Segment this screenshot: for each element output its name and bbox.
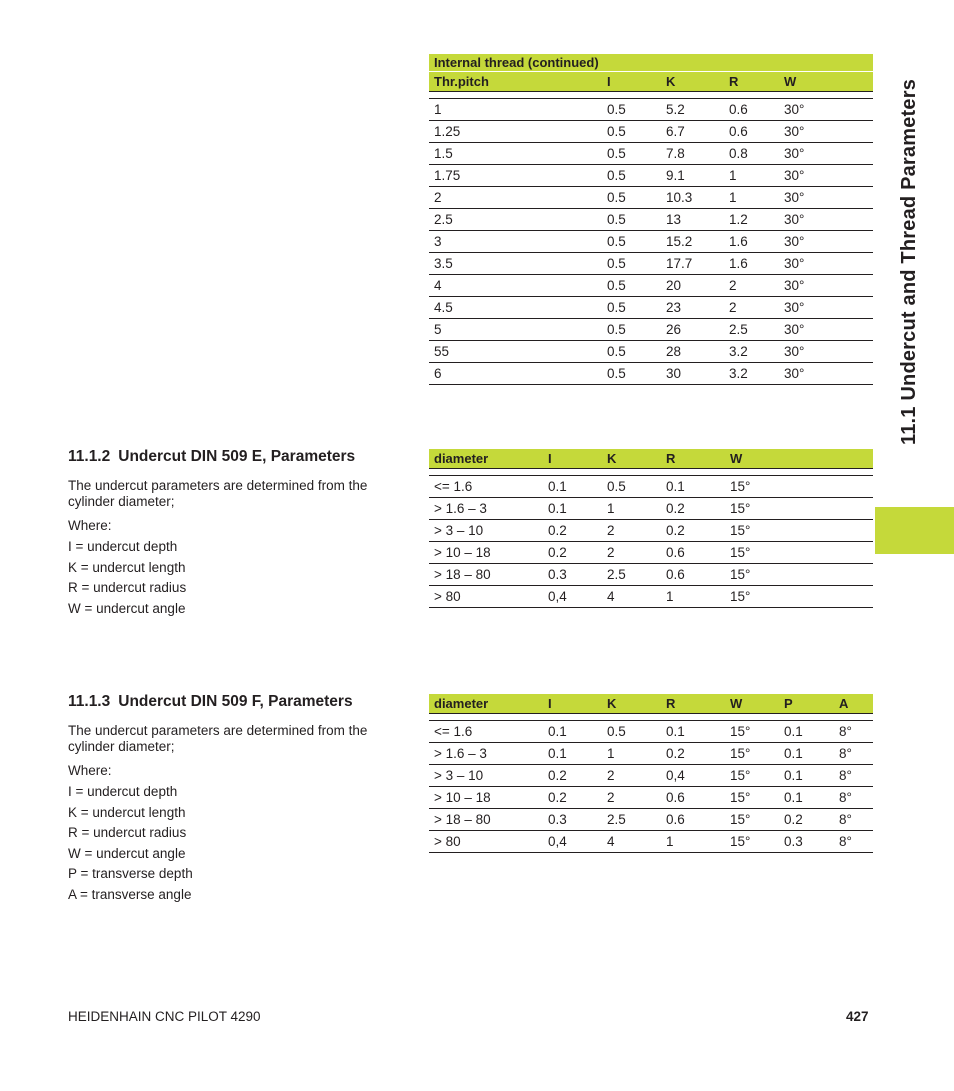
table-cell: 1 [661, 586, 725, 608]
table-cell: 15° [725, 787, 779, 809]
table-cell: 30° [779, 165, 873, 187]
table-cell: 0.5 [602, 319, 661, 341]
table-cell: 28 [661, 341, 724, 363]
table-cell: 8° [834, 831, 873, 853]
table-cell: 0.5 [602, 297, 661, 319]
table-cell: > 80 [429, 831, 543, 853]
definition-item: W = undercut angle [68, 600, 186, 616]
table-row [429, 564, 873, 586]
definition-item: R = undercut radius [68, 825, 187, 840]
column-header: K [661, 72, 724, 92]
parameter-definitions [68, 782, 193, 905]
table-cell: 1 [724, 187, 779, 209]
table-cell: 0.6 [724, 121, 779, 143]
column-header: diameter [429, 449, 543, 469]
table-cell: 15° [725, 831, 779, 853]
table-cell: 0.2 [661, 520, 725, 542]
table-cell: 15° [725, 564, 873, 586]
section-number: 11.1.3 [68, 693, 111, 710]
table-cell: > 1.6 – 3 [429, 743, 543, 765]
table-cell: <= 1.6 [429, 476, 543, 498]
table-cell: 1.25 [429, 121, 602, 143]
table-cell: 0.1 [543, 721, 602, 743]
column-header: K [602, 694, 661, 714]
table-cell: 1.75 [429, 165, 602, 187]
table-cell: 0.3 [543, 564, 602, 586]
column-header: W [725, 449, 873, 469]
table-row [429, 231, 873, 253]
din509f-table [429, 694, 873, 853]
section-intro: The undercut parameters are determined from the cylinder diameter; [68, 723, 368, 754]
table-cell: 2 [602, 520, 661, 542]
table-cell: 15° [725, 542, 873, 564]
table-cell: 0.6 [661, 809, 725, 831]
table-row [429, 787, 873, 809]
chapter-sidebar-title: 11.1 Undercut and Thread Parameters [898, 78, 920, 445]
table-cell: > 80 [429, 586, 543, 608]
table-cell: 0.5 [602, 187, 661, 209]
table-row [429, 341, 873, 363]
column-header: I [602, 72, 661, 92]
table-cell: 0.5 [602, 121, 661, 143]
definition-item: K = undercut length [68, 559, 186, 575]
table-cell: 2.5 [724, 319, 779, 341]
table-cell: 0.1 [543, 498, 602, 520]
table-cell: 2 [429, 187, 602, 209]
table-cell: 26 [661, 319, 724, 341]
table-cell: 2 [602, 787, 661, 809]
column-header: K [602, 449, 661, 469]
table-cell: > 18 – 80 [429, 809, 543, 831]
table-row [429, 476, 873, 498]
table-cell: 30° [779, 253, 873, 275]
table-row [429, 253, 873, 275]
table-cell: 30° [779, 231, 873, 253]
table-cell: 3.2 [724, 363, 779, 385]
column-header: I [543, 449, 602, 469]
table-cell: 0.5 [602, 721, 661, 743]
table-cell: 15° [725, 520, 873, 542]
table-row [429, 187, 873, 209]
table-cell: 4 [602, 831, 661, 853]
table-cell: 1 [724, 165, 779, 187]
table-cell: 13 [661, 209, 724, 231]
section-title: Undercut DIN 509 E, Parameters [118, 448, 356, 465]
table-cell: 8° [834, 787, 873, 809]
table-cell: 15° [725, 476, 873, 498]
table-cell: 1.6 [724, 231, 779, 253]
table-cell: > 3 – 10 [429, 765, 543, 787]
table-cell: 2 [724, 297, 779, 319]
column-header: Thr.pitch [429, 72, 602, 92]
column-header: A [834, 694, 873, 714]
table-cell: 0.2 [779, 809, 834, 831]
column-header: P [779, 694, 834, 714]
table-cell: 4.5 [429, 297, 602, 319]
table-row [429, 209, 873, 231]
definition-item: I = undercut depth [68, 539, 178, 554]
table-row [429, 143, 873, 165]
table-row [429, 721, 873, 743]
table-cell: 0.1 [543, 743, 602, 765]
table-cell: 0.6 [661, 564, 725, 586]
table-cell: 0.6 [724, 99, 779, 121]
table-cell: 15° [725, 498, 873, 520]
table-row [429, 831, 873, 853]
table-cell: 0.1 [779, 787, 834, 809]
where-label: Where: [68, 763, 112, 778]
table-cell: 30° [779, 187, 873, 209]
table-cell: 3.2 [724, 341, 779, 363]
definition-item: P = transverse depth [68, 866, 193, 881]
where-label: Where: [68, 518, 112, 533]
table-cell: 5.2 [661, 99, 724, 121]
table-cell: 0.6 [661, 542, 725, 564]
table-cell: 15° [725, 743, 779, 765]
table-cell: 10.3 [661, 187, 724, 209]
table-cell: 1.2 [724, 209, 779, 231]
column-header: R [724, 72, 779, 92]
internal-thread-table [429, 54, 873, 385]
table-row [429, 99, 873, 121]
table-row [429, 542, 873, 564]
table-row [429, 743, 873, 765]
table-cell: 1.5 [429, 143, 602, 165]
table-cell: 0,4 [543, 586, 602, 608]
table-cell: 0.1 [661, 476, 725, 498]
table-cell: 30° [779, 319, 873, 341]
table-cell: > 1.6 – 3 [429, 498, 543, 520]
table-cell: 2.5 [429, 209, 602, 231]
definition-item: R = undercut radius [68, 580, 187, 595]
table-cell: 0.5 [602, 476, 661, 498]
table-cell: 2 [602, 765, 661, 787]
table-cell: 0.5 [602, 363, 661, 385]
column-header: W [779, 72, 873, 92]
section-number: 11.1.2 [68, 448, 111, 465]
table-cell: 4 [429, 275, 602, 297]
table-cell: 0.5 [602, 341, 661, 363]
table-cell: 0,4 [661, 765, 725, 787]
table-row [429, 319, 873, 341]
table-cell: 1.6 [724, 253, 779, 275]
column-header: W [725, 694, 779, 714]
table-cell: 5 [429, 319, 602, 341]
definition-item: K = undercut length [68, 804, 186, 820]
table-cell: 0.1 [661, 721, 725, 743]
table-cell: 0.1 [779, 765, 834, 787]
table-cell: 0.5 [602, 209, 661, 231]
table-row [429, 275, 873, 297]
table-cell: 30° [779, 363, 873, 385]
table-row [429, 520, 873, 542]
table-cell: 0.5 [602, 231, 661, 253]
table-cell: 30° [779, 121, 873, 143]
table-cell: 7.8 [661, 143, 724, 165]
table-cell: 3 [429, 231, 602, 253]
table-cell: > 3 – 10 [429, 520, 543, 542]
table-cell: 2 [602, 542, 661, 564]
parameter-definitions [68, 537, 186, 619]
table-cell: 55 [429, 341, 602, 363]
table-cell: 8° [834, 765, 873, 787]
table-cell: 30° [779, 99, 873, 121]
definition-item: W = undercut angle [68, 845, 186, 861]
table-cell: 9.1 [661, 165, 724, 187]
section-title: Undercut DIN 509 F, Parameters [118, 693, 353, 710]
table-cell: 0.2 [661, 498, 725, 520]
table-row [429, 363, 873, 385]
table-cell: 0.2 [543, 765, 602, 787]
section-heading-din509e [68, 448, 355, 466]
table-cell: 0.2 [543, 542, 602, 564]
table-cell: 2.5 [602, 809, 661, 831]
table-cell: 0.5 [602, 165, 661, 187]
table-cell: 30 [661, 363, 724, 385]
table-cell: 4 [602, 586, 661, 608]
table-cell: 0.3 [543, 809, 602, 831]
din509e-table [429, 449, 873, 608]
table-cell: > 18 – 80 [429, 564, 543, 586]
table-row [429, 165, 873, 187]
table-row [429, 498, 873, 520]
column-header: I [543, 694, 602, 714]
table-cell: 30° [779, 275, 873, 297]
table-cell: 6 [429, 363, 602, 385]
table-cell: 30° [779, 143, 873, 165]
table-cell: 23 [661, 297, 724, 319]
table-cell: > 10 – 18 [429, 542, 543, 564]
table-cell: 0.2 [543, 787, 602, 809]
table-caption: Internal thread (continued) [429, 54, 873, 72]
table-cell: 0.3 [779, 831, 834, 853]
table-cell: 15° [725, 721, 779, 743]
table-cell: 30° [779, 209, 873, 231]
table-cell: 15° [725, 765, 779, 787]
column-header: diameter [429, 694, 543, 714]
table-cell: 0,4 [543, 831, 602, 853]
table-row [429, 297, 873, 319]
table-cell: 15° [725, 586, 873, 608]
table-cell: <= 1.6 [429, 721, 543, 743]
chapter-tab-marker [875, 507, 954, 554]
table-cell: 0.2 [543, 520, 602, 542]
table-row [429, 586, 873, 608]
definition-item: A = transverse angle [68, 886, 192, 902]
column-header: R [661, 694, 725, 714]
table-cell: 30° [779, 297, 873, 319]
definition-item: I = undercut depth [68, 784, 178, 799]
table-cell: 20 [661, 275, 724, 297]
table-cell: 1 [602, 743, 661, 765]
table-cell: 0.1 [779, 721, 834, 743]
table-cell: 2 [724, 275, 779, 297]
column-header: R [661, 449, 725, 469]
table-cell: 8° [834, 809, 873, 831]
table-cell: 1 [661, 831, 725, 853]
section-intro: The undercut parameters are determined from the cylinder diameter; [68, 478, 368, 509]
table-cell: 0.5 [602, 275, 661, 297]
table-cell: > 10 – 18 [429, 787, 543, 809]
table-cell: 8° [834, 743, 873, 765]
table-cell: 30° [779, 341, 873, 363]
table-cell: 0.1 [779, 743, 834, 765]
table-cell: 1 [602, 498, 661, 520]
table-row [429, 121, 873, 143]
table-cell: 6.7 [661, 121, 724, 143]
page-number: 427 [846, 1009, 869, 1024]
table-cell: 0.2 [661, 743, 725, 765]
table-row [429, 809, 873, 831]
table-cell: 0.5 [602, 143, 661, 165]
table-cell: 17.7 [661, 253, 724, 275]
section-heading-din509f [68, 693, 353, 711]
table-cell: 15° [725, 809, 779, 831]
table-cell: 0.5 [602, 99, 661, 121]
table-cell: 8° [834, 721, 873, 743]
table-cell: 0.5 [602, 253, 661, 275]
table-cell: 0.8 [724, 143, 779, 165]
table-cell: 2.5 [602, 564, 661, 586]
table-cell: 0.6 [661, 787, 725, 809]
table-cell: 1 [429, 99, 602, 121]
table-cell: 3.5 [429, 253, 602, 275]
table-row [429, 765, 873, 787]
table-cell: 0.1 [543, 476, 602, 498]
footer-product-name: HEIDENHAIN CNC PILOT 4290 [68, 1009, 261, 1024]
table-cell: 15.2 [661, 231, 724, 253]
